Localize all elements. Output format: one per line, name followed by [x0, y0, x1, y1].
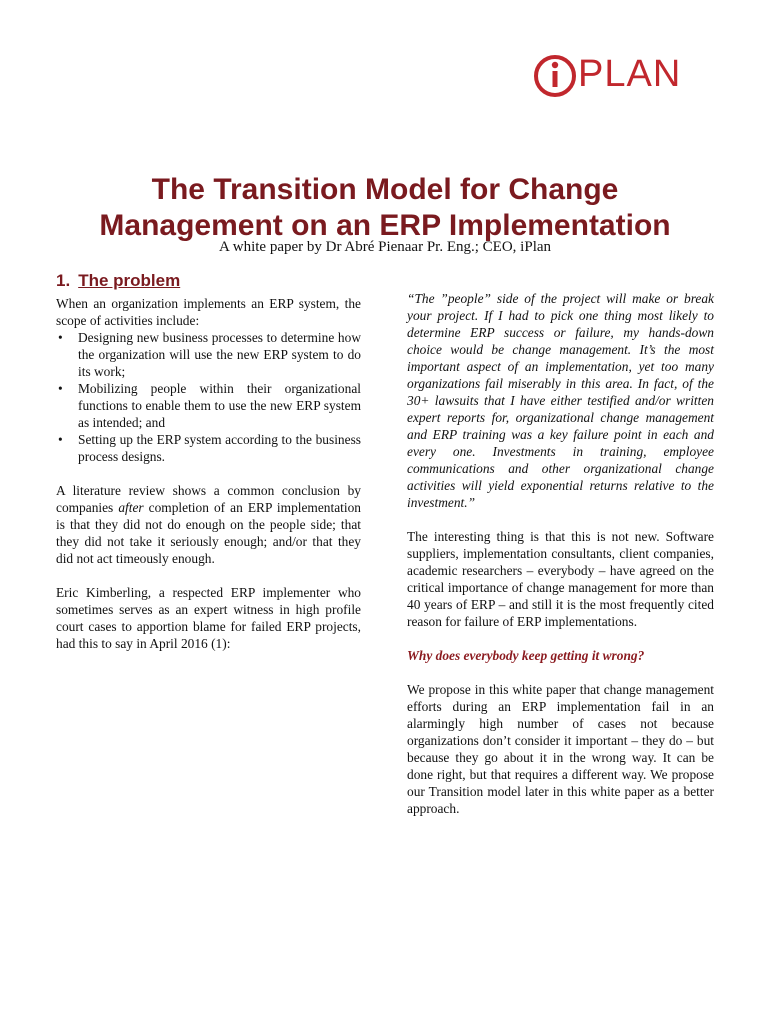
list-item: [56, 431, 361, 465]
bullet-icon: •: [58, 330, 63, 345]
list-item-text: Setting up the ERP system according to the business process designs.: [78, 432, 361, 464]
list-item-text: Designing new business processes to determine how the organization will use the new ERP system to do its work;: [78, 330, 361, 379]
bullet-icon: •: [58, 432, 63, 447]
literature-paragraph: [56, 482, 361, 567]
intro-paragraph: When an organization implements an ERP system, the scope of activities include:: [56, 296, 361, 328]
document-title: [40, 172, 730, 244]
proposal-paragraph: We propose in this white paper that change management efforts during an ERP implementation fail in an alarmingly high number of cases not because organizations don’t consider it important – they do – but because they go about it in the wrong way. It can be done right, but that requires a different way. We propose our Transition model later in this white paper as a better approach.: [407, 682, 714, 816]
title-line-1: The Transition Model for Change: [151, 173, 619, 206]
literature-text-2: completion of an ERP implementation is that they did not do enough on the people side; that they did not take it seriously enough; and/or that they did not act timeously enough.: [56, 500, 361, 566]
left-column: [56, 295, 361, 652]
section-title: The problem: [78, 271, 181, 290]
literature-emphasis: after: [118, 500, 144, 515]
literature-text-1: A literature review shows a common conclusion by companies: [56, 483, 361, 515]
key-question: Why does everybody keep getting it wrong?: [407, 648, 645, 663]
interesting-paragraph: The interesting thing is that this is not new. Software suppliers, implementation consultants, client companies, academic researchers – everybody – have agreed on the critical importance of change management for more than 40 years of ERP – and still it is the most frequently cited reason for failure of ERP implementations.: [407, 529, 714, 629]
document-subtitle: A white paper by Dr Abré Pienaar Pr. Eng.; CEO, iPlan: [218, 239, 552, 255]
activities-list: [56, 329, 361, 465]
list-item: [56, 329, 361, 380]
list-item-text: Mobilizing people within their organizational functions to enable them to use the new ERP system as intended; and: [78, 381, 361, 430]
right-column: [407, 290, 714, 817]
kimberling-paragraph: Eric Kimberling, a respected ERP implementer who sometimes serves as an expert witness in high profile court cases to apportion blame for failed ERP projects, had this to say in April 2016 (1):: [56, 585, 361, 651]
section-heading: [56, 270, 180, 292]
section-number: 1.: [56, 271, 71, 290]
iplan-logo-icon: [532, 52, 578, 98]
kimberling-quote: “The ”people” side of the project will make or break your project. If I had to pick one thing most likely to determine ERP success or failure, my hands-down choice would be change management. It’s the most important aspect of an implementation, yet too many organizations fail miserably in this area. In fact, of the 30+ lawsuits that I have either testified and/or written expert reports for, organizational change management and ERP training was a key failure point in each and every one. Investments in training, employee communications and other organizational change activities will yield exponential returns relative to the investment.”: [407, 291, 714, 510]
list-item: [56, 380, 361, 431]
bullet-icon: •: [58, 381, 63, 396]
logo-wordmark: PLAN: [578, 53, 682, 95]
title-line-2: Management on an ERP Implementation: [99, 209, 671, 242]
